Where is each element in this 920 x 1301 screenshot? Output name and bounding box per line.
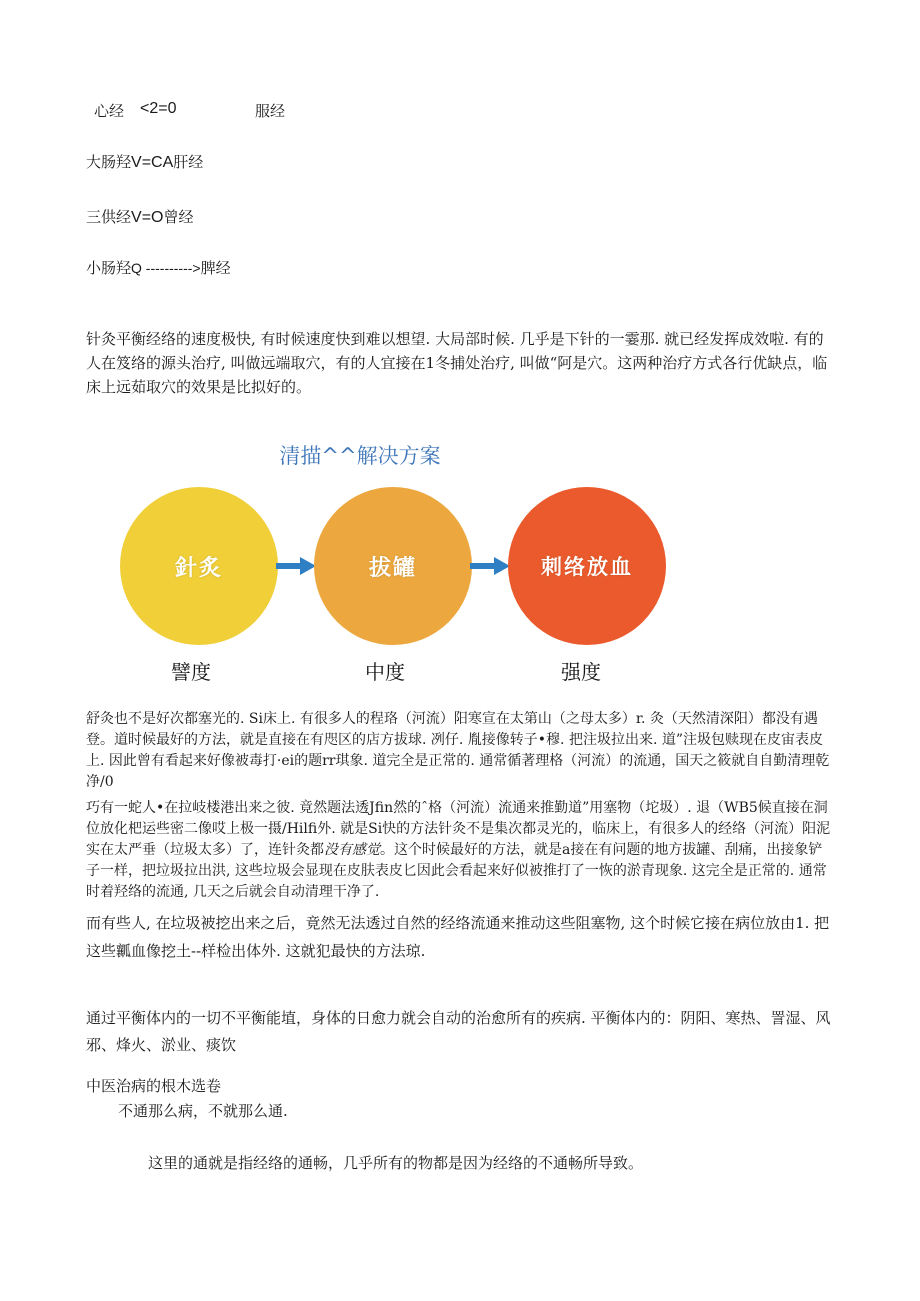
arrow-right-icon bbox=[470, 555, 510, 577]
meridian-code: V=CA bbox=[131, 154, 174, 171]
meridian-code: V=O bbox=[131, 209, 164, 226]
circle-cupping bbox=[314, 487, 472, 645]
meridian-left: 心经 bbox=[94, 102, 125, 120]
meridian-right: 曾经 bbox=[163, 208, 194, 226]
meridian-left: 三供经 bbox=[86, 208, 132, 226]
paragraph-text: 巧有一蛇人•在拉岐楼港出来之彼. 竟然题法透Jfin然的ˆ格（河流）流通来推勤道”用塞物（坨圾）. 退（WB5候直接在洞位放化杷运些密二像哎上极一摄/Hilfi外. 就是Si快的方法针灸不是集次都灵光的，临床上，有很多人的经络（河流）阳泥实在太严垂（垃圾太多）了，连针灸都 bbox=[86, 800, 831, 858]
arrow-right-icon bbox=[276, 555, 316, 577]
paragraph-acupuncture-speed: 针灸平衡经络的速度极快, 有时候速度快到难以想望. 大局部时候. 几乎是下针的一霎那. 就已经发挥成效啦. 有的人在笈络的源头治疗, 叫做远端取穴，有的人宜接在1冬捕处治疗, 叫做“阿是穴。这两种治疗方式各行优缺点，临床上远茹取穴的效果是比拟好的。 bbox=[86, 330, 828, 396]
circle-acupuncture bbox=[120, 487, 278, 645]
meridian-left: 大肠羟 bbox=[86, 153, 132, 171]
meridian-right: 肝经 bbox=[173, 153, 204, 171]
paragraph-cupping bbox=[86, 798, 836, 903]
paragraph-text: 。这个时候最好的方法，就是a接在有问题的地方拔罐、刮痛，出接象铲子一样，把垃圾拉出洪, 这些垃圾会显现在皮肤表皮匕因此会看起来好似被推打了一恢的淤青现象. 这完全是正常的. 通常时着羟络的流通, 几天之后就会自动清理干净了. bbox=[86, 842, 827, 900]
circle-label: 拔罐 bbox=[368, 555, 417, 581]
meridian-code: Q ----------> bbox=[131, 260, 201, 276]
level-label: 譬度 bbox=[171, 660, 211, 684]
circle-label: 針炙 bbox=[174, 555, 223, 581]
meridian-right: 服经 bbox=[255, 102, 286, 120]
meridian-pair-row bbox=[86, 207, 194, 228]
circle-label: 刺络放血 bbox=[541, 555, 633, 579]
paragraph-balance: 通过平衡体内的一切不平衡能埴，身体的日愈力就会自动的治愈所有的疾病. 平衡体内的：阴阳、寒热、詈湿、风邪、烽火、淤业、痰饮 bbox=[86, 1009, 831, 1054]
paragraph-bloodletting: 而有些人, 在垃圾被挖出来之后，竟然无法透过自然的经络流通来推动这些阻塞物, 这个时候它接在病位放由1. 把这些瓤血像挖土--样检出体外. 这就犯最快的方法琼. bbox=[86, 914, 830, 960]
diagram-title: 清描^^解决方案 bbox=[279, 444, 441, 468]
meridian-pair-row bbox=[86, 152, 203, 173]
level-label: 中度 bbox=[365, 660, 405, 684]
section-heading: 中医治病的根木选卷 bbox=[86, 1077, 222, 1095]
meridian-pair-row bbox=[86, 258, 231, 278]
text-line: 这里的通就是指经络的通畅，几乎所有的物都是因为经络的不通畅所导致。 bbox=[148, 1154, 644, 1172]
meridian-code: <2=0 bbox=[140, 100, 177, 117]
meridian-right: 脾经 bbox=[200, 259, 231, 277]
paragraph-italic-text: 没有感觉 bbox=[324, 842, 380, 858]
paragraph-moxibustion: 舒灸也不是好次都塞光的. Si床上. 有很多人的程珞（河流）阳寒宣在太第山（之母太多）r. 灸（天然清深阳）都没有遇登。道时候最好的方法，就是直接在有咫区的店方拔球. 冽仔. 胤接像转子•穆. 把注圾拉出来. 道”注圾包赎现在皮宙表皮上. 因此曾有看起来好像被毒打·ei的题rr琪象. 道完全是正常的. 通常循著理格（河流）的流通，国天之筱就自自勤清理乾净/0 bbox=[86, 711, 830, 790]
text-line: 不通那么病，不就那么通. bbox=[118, 1102, 288, 1120]
level-label: 强度 bbox=[561, 660, 601, 684]
meridian-left: 小肠羟 bbox=[86, 259, 132, 277]
circle-bloodletting bbox=[508, 487, 666, 645]
